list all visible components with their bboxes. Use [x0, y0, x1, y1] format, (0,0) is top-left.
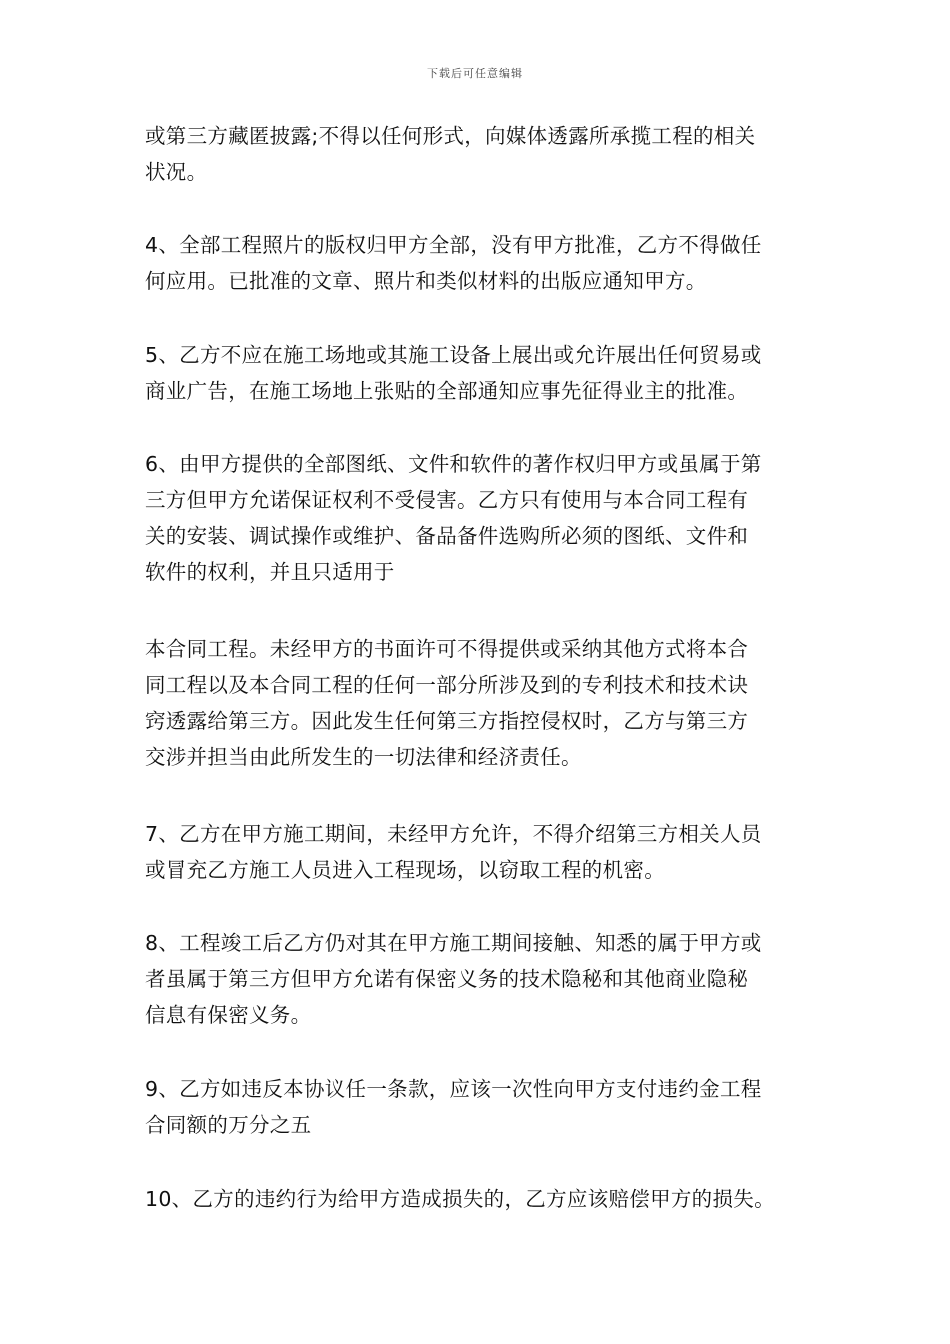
- paragraph-line: 交涉并担当由此所发生的一切法律和经济责任。: [145, 745, 582, 769]
- paragraph-1: [145, 118, 825, 190]
- paragraph-line: 8、工程竣工后乙方仍对其在甲方施工期间接触、知悉的属于甲方或: [145, 931, 762, 955]
- paragraph-line: 者虽属于第三方但甲方允诺有保密义务的技术隐秘和其他商业隐秘: [145, 967, 749, 991]
- paragraph-line: 关的安装、调试操作或维护、备品备件选购所必须的图纸、文件和: [145, 524, 749, 548]
- paragraph-line: 三方但甲方允诺保证权利不受侵害。乙方只有使用与本合同工程有: [145, 488, 749, 512]
- paragraph-continuation: [145, 631, 825, 775]
- paragraph-item-6: [145, 446, 825, 590]
- paragraph-line: 4、全部工程照片的版权归甲方全部，没有甲方批准，乙方不得做任: [145, 233, 762, 257]
- paragraph-line: 同工程以及本合同工程的任何一部分所涉及到的专利技术和技术诀: [145, 673, 749, 697]
- paragraph-line: 商业广告，在施工场地上张贴的全部通知应事先征得业主的批准。: [145, 379, 749, 403]
- paragraph-item-8: [145, 925, 825, 1033]
- paragraph-line: 7、乙方在甲方施工期间，未经甲方允许，不得介绍第三方相关人员: [145, 822, 762, 846]
- paragraph-line: 合同额的万分之五: [145, 1113, 312, 1137]
- paragraph-line: 状况。: [145, 160, 208, 184]
- paragraph-line: 本合同工程。未经甲方的书面许可不得提供或采纳其他方式将本合: [145, 637, 749, 661]
- paragraph-item-5: [145, 337, 825, 409]
- paragraph-line: 或冒充乙方施工人员进入工程现场，以窃取工程的机密。: [145, 858, 665, 882]
- paragraph-item-4: [145, 227, 825, 299]
- paragraph-line: 软件的权利，并且只适用于: [145, 560, 395, 584]
- paragraph-item-10: [145, 1181, 825, 1217]
- paragraph-item-9: [145, 1071, 825, 1143]
- paragraph-line: 何应用。已批准的文章、照片和类似材料的出版应通知甲方。: [145, 269, 707, 293]
- paragraph-line: 窍透露给第三方。因此发生任何第三方指控侵权时，乙方与第三方: [145, 709, 749, 733]
- paragraph-line: 5、乙方不应在施工场地或其施工设备上展出或允许展出任何贸易或: [145, 343, 762, 367]
- paragraph-line: 6、由甲方提供的全部图纸、文件和软件的著作权归甲方或虽属于第: [145, 452, 762, 476]
- paragraph-item-7: [145, 816, 825, 888]
- paragraph-line: 10、乙方的违约行为给甲方造成损失的，乙方应该赔偿甲方的损失。: [145, 1187, 775, 1211]
- header-note: 下载后可任意编辑: [427, 67, 523, 80]
- paragraph-line: 9、乙方如违反本协议任一条款，应该一次性向甲方支付违约金工程: [145, 1077, 762, 1101]
- paragraph-line: 或第三方藏匿披露;不得以任何形式，向媒体透露所承揽工程的相关: [145, 124, 756, 148]
- paragraph-line: 信息有保密义务。: [145, 1003, 312, 1027]
